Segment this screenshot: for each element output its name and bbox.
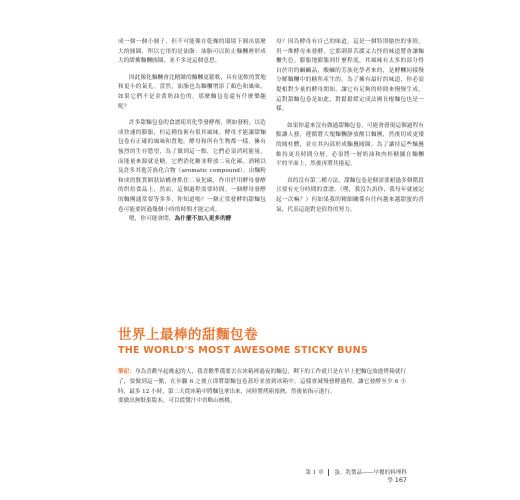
recipe-title-english: THE WORLD'S MOST AWESOME STICKY BUNS <box>118 345 369 356</box>
chapter-number: 第 1 章 <box>305 470 324 476</box>
chapter-title: 蛋、乳製品——早餐的料理科學 <box>334 470 407 484</box>
note-paragraph <box>118 368 406 397</box>
paragraph: 因此像化麵糰會比精緻的麵糰更鬆軟，具有更軟的質地和更小的氣孔。當然，油脂也為麵糰增添了顏色和風味，如果它們不是金黃奶油色的，那麼麵包卷還有什麼樂趣呢？ <box>118 74 266 110</box>
recipe-note <box>118 368 406 407</box>
paragraph-lead: 嗯，你可能會問， <box>129 216 175 223</box>
page-footer <box>300 468 407 484</box>
page-number: 167 <box>394 476 407 484</box>
bold-question: 為什麼不加入更多的酵 <box>174 216 232 223</box>
paragraph: 真的沒有第二種方法，甜麵包卷是個需要耐過多個階段且要有充分時間的食譜。（嘿，我沒告訴你，我每年就被記起一次嘛？）但如果我的精細關係有任何越來越甜蜜的香氣，代表這絕對是值得的努力。 <box>276 177 424 213</box>
paragraph-ending <box>118 215 266 225</box>
paragraph: 成一個一個小圓子，但不可能像在乾燥的環境下圓出那麼大的圓圈，所以它用的是油脂：油脂可以防止麵糰裡形成大的緩衝麵糰圓圈，並不多是這個意思。 <box>118 39 266 65</box>
paragraph: 母？因為酵母有自己的味道，這是一個特別愉快的事情，用一堆酵母來發酵，它那刺鼻苦澀又古怪的味道將會讓麵糰失色。膨脹地膨脹到什麼程度，其風味有太多的部分得自於用的鹹鹹品，酸鹹的芳族化學者來的，是酵糰同樣慢分解麵糰中的糖所產生的。為了擁有最好的味道，你必須提相對少量的酵母開始，讓它有足夠的時間來慢慢生成，這對甜麵包卷是如此，對鬆鬆緩定成法國長棍麵包也是一樣。 <box>276 39 424 113</box>
left-text-column <box>118 38 266 225</box>
note-paragraph-gluten-free: 要做出無麩果版本，可以從醬汁中省略山核桃。 <box>118 398 236 405</box>
note-text: ：身為喜歡早起晚起的人，我喜歡準備要丟在冰箱裡過夜的麵包，剩下的工作就只是在早上把麵包放進烤箱就行了，要做到這一點，在步驟 6 之後立即將甜麵包卷蓋好並放到冰箱中。這樣會減慢發酵過程，讓它發酵至少 6 小時，最多 12 小時，第二天從冰箱中將麵包拿出來，同時將烤箱預熱，然後依指示進行。 <box>118 369 406 395</box>
paragraph: 許多甜麵包卷的食譜使用化學發酵劑，例如發粉，以造成快速的膨脹，但這種技術有很其風味。酵母才能讓甜麵包卷有正確的風味和質地。酵母和所有生物都一樣，擁有強烈的生存慾望，為了做到這一點，它們必須消耗能量。而能量來源就是糖，它們消化糖並釋放二氧化碳、酒精以及許多其他芳族化合物（aromatic compound）。由麵粉和成的麩質網狀結構會抓住二氧化碳，作用於用酵母發酵的烘焙食品上，然而，這個過程需要時間。一個酵母發酵的麵團通常要等多多，你知道嗎？一個正常發酵的甜麵包卷可能要經過幾個小時的時間才能完成。 <box>118 120 266 213</box>
recipe-title-chinese: 世界上最棒的甜麵包卷 <box>118 327 258 343</box>
paragraph: 如果你還來沒有做過甜麵包卷，可能會發現這個過程有點讓人發，遵循將大塊麵糰靜放醒目麵團，然後切成更矮的圓柱體，並在其內部形成麵疊圓圈。為了讓持這些麵疊維持更長時間分層，必須將一層奶油和肉桂糖鋪在麵糰 平的平面上，然後再將其捲起。 <box>276 122 430 168</box>
note-label: 筆記 <box>118 369 130 375</box>
right-text-column <box>276 38 430 215</box>
footer-divider <box>328 469 329 476</box>
